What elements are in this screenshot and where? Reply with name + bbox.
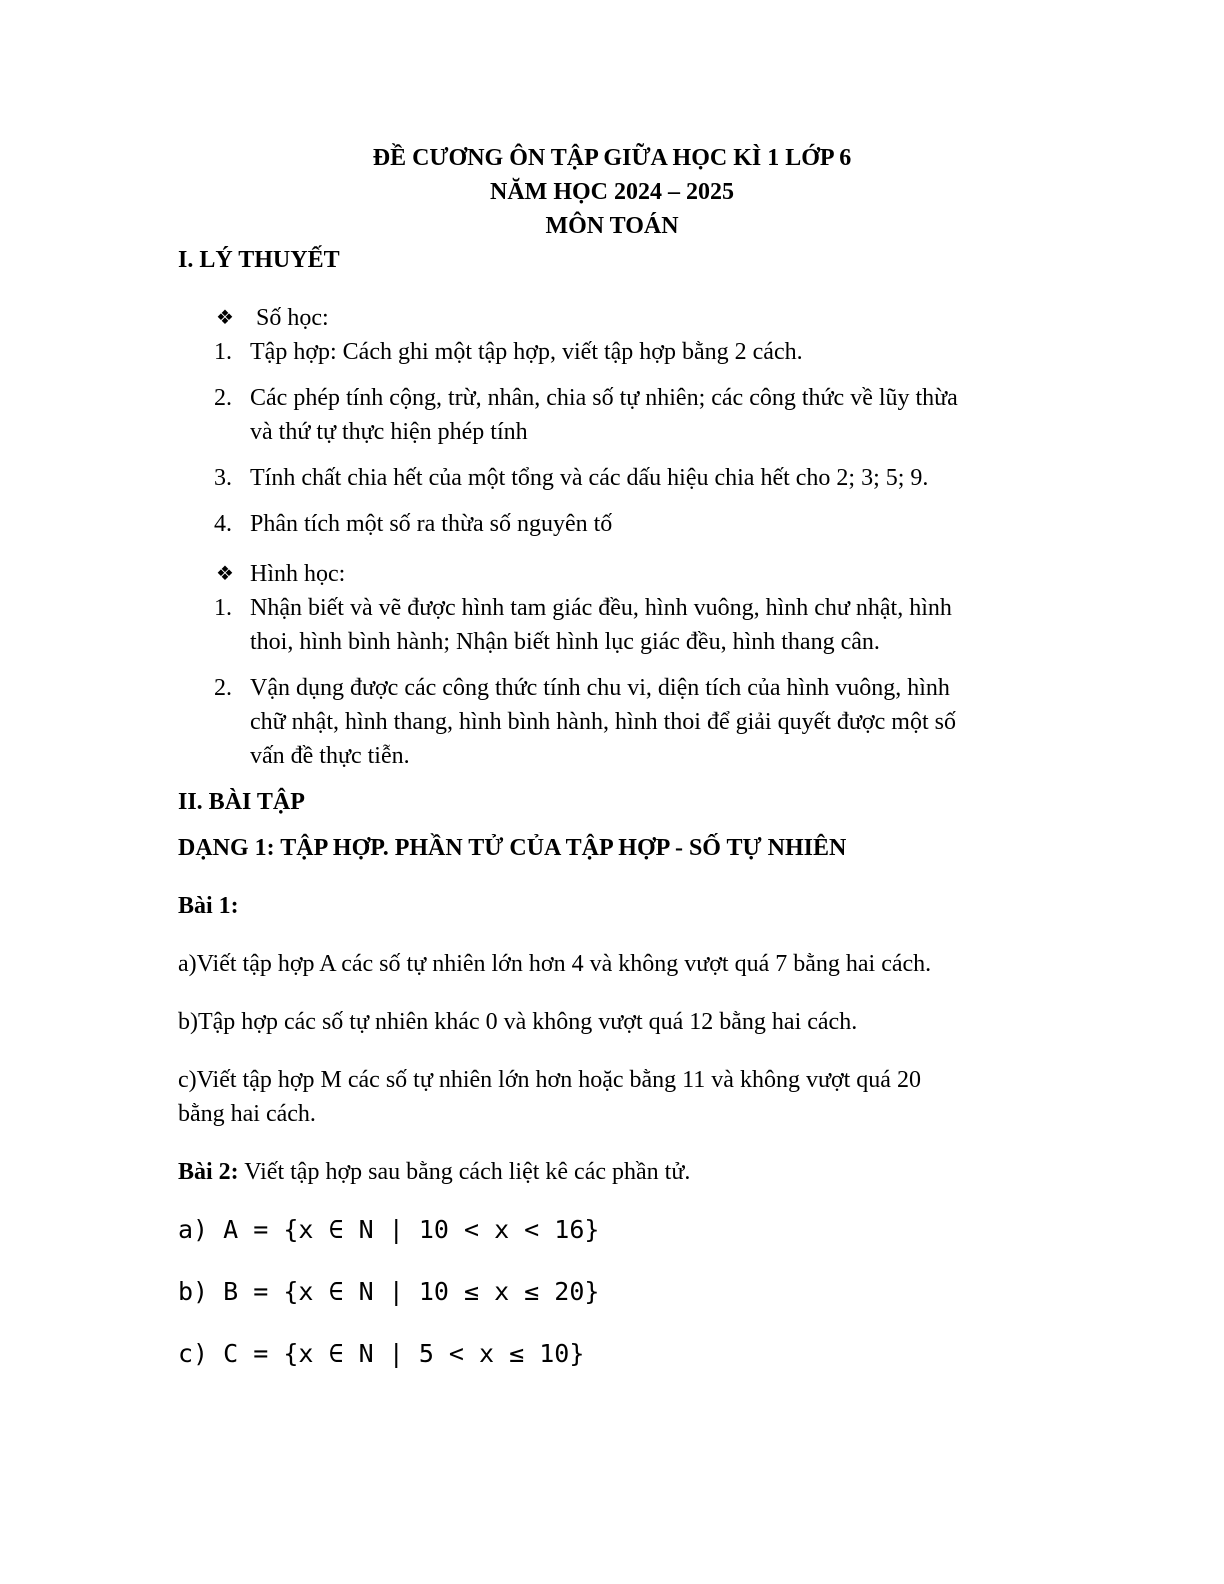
geometry-item-2-text-line3: vấn đề thực tiễn.: [250, 743, 410, 769]
arithmetic-item-1-number: 1.: [214, 339, 232, 365]
bai1-part-c-line2: bằng hai cách.: [178, 1101, 316, 1127]
geometry-item-2-number: 2.: [214, 675, 232, 701]
bai2-statement: [178, 1158, 690, 1186]
geometry-item-2-text-line2: chữ nhật, hình thang, hình bình hành, hình thoi để giải quyết được một số: [250, 709, 956, 735]
arithmetic-item-4-number: 4.: [214, 511, 232, 537]
bai1-part-c-line1: c)Viết tập hợp M các số tự nhiên lớn hơn hoặc bằng 11 và không vượt quá 20: [178, 1067, 921, 1093]
arithmetic-item-3-number: 3.: [214, 465, 232, 491]
document-title-line2: NĂM HỌC 2024 – 2025: [490, 179, 734, 205]
bai2-part-b: b) B = {x ∈ N | 10 ≤ x ≤ 20}: [178, 1277, 600, 1306]
document-title-line1: ĐỀ CƯƠNG ÔN TẬP GIỮA HỌC KÌ 1 LỚP 6: [372, 145, 852, 171]
arithmetic-bullet-icon: ❖: [216, 307, 234, 329]
bai2-text: Viết tập hợp sau bằng cách liệt kê các phần tử.: [238, 1159, 691, 1185]
geometry-item-1-text-line1: Nhận biết và vẽ được hình tam giác đều, hình vuông, hình chư nhật, hình: [250, 595, 952, 621]
arithmetic-item-2-number: 2.: [214, 385, 232, 411]
arithmetic-item-2-text-line1: Các phép tính cộng, trừ, nhân, chia số tự nhiên; các công thức về lũy thừa: [250, 385, 958, 411]
arithmetic-item-1-text: Tập hợp: Cách ghi một tập hợp, viết tập hợp bằng 2 cách.: [250, 339, 803, 365]
arithmetic-label: Số học:: [256, 305, 329, 331]
bai1-part-a: a)Viết tập hợp A các số tự nhiên lớn hơn 4 và không vượt quá 7 bằng hai cách.: [178, 951, 932, 977]
bai2-part-c: c) C = {x ∈ N | 5 < x ≤ 10}: [178, 1339, 585, 1368]
geometry-label: Hình học:: [250, 561, 346, 587]
bai1-part-b: b)Tập hợp các số tự nhiên khác 0 và không vượt quá 12 bằng hai cách.: [178, 1009, 858, 1035]
arithmetic-item-2-text-line2: và thứ tự thực hiện phép tính: [250, 419, 528, 445]
geometry-item-1-text-line2: thoi, hình bình hành; Nhận biết hình lục giác đều, hình thang cân.: [250, 629, 880, 655]
exercises-heading: II. BÀI TẬP: [178, 789, 305, 815]
theory-heading: I. LÝ THUYẾT: [178, 247, 340, 273]
arithmetic-item-3-text: Tính chất chia hết của một tổng và các dấu hiệu chia hết cho 2; 3; 5; 9.: [250, 465, 929, 491]
type1-heading: DẠNG 1: TẬP HỢP. PHẦN TỬ CỦA TẬP HỢP - SỐ TỰ NHIÊN: [178, 835, 847, 861]
bai1-label: Bài 1:: [178, 893, 239, 919]
arithmetic-item-4-text: Phân tích một số ra thừa số nguyên tố: [250, 511, 613, 537]
bai2-part-a: a) A = {x ∈ N | 10 < x < 16}: [178, 1215, 600, 1244]
bai2-label: Bài 2:: [178, 1159, 239, 1185]
geometry-item-1-number: 1.: [214, 595, 232, 621]
geometry-item-2-text-line1: Vận dụng được các công thức tính chu vi, diện tích của hình vuông, hình: [250, 675, 950, 701]
document-title-line3: MÔN TOÁN: [545, 213, 679, 239]
geometry-bullet-icon: ❖: [216, 563, 234, 585]
